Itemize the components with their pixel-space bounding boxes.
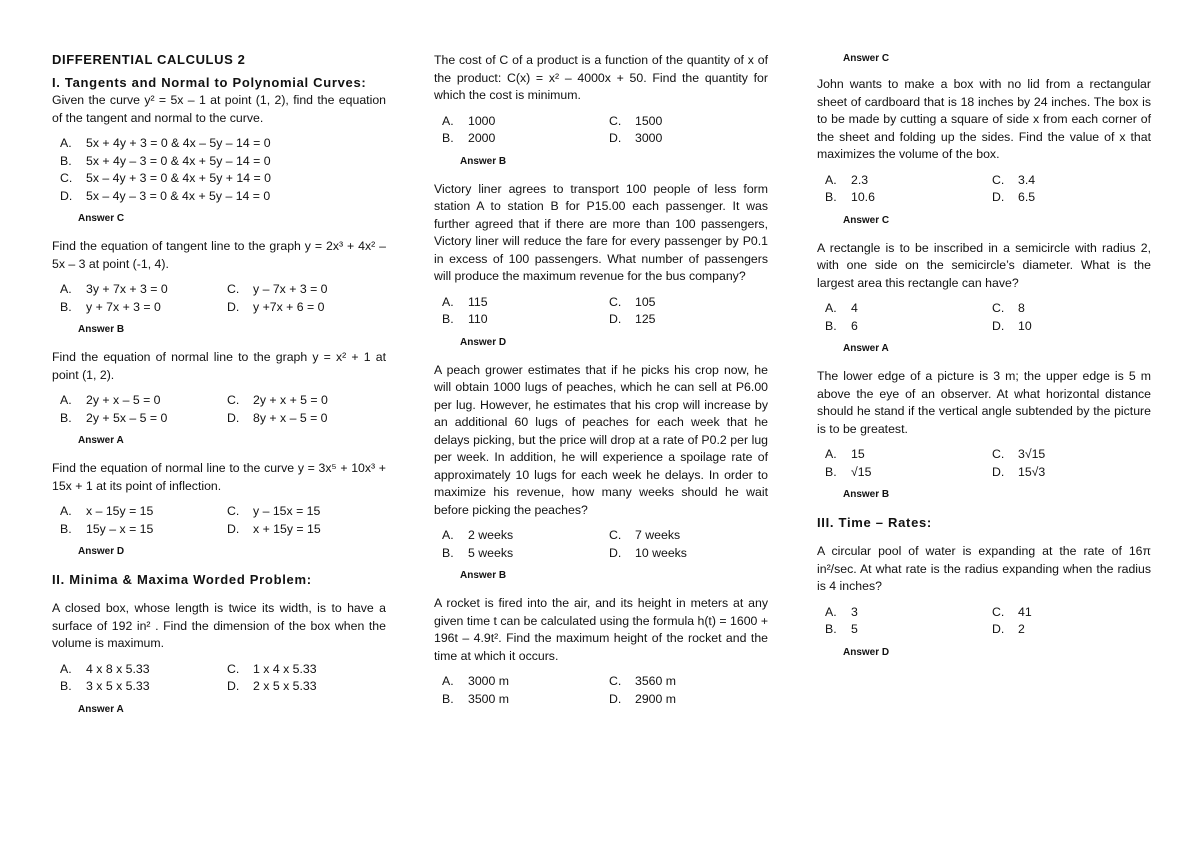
option-item [817,172,984,190]
option-letter: B. [60,410,72,425]
answer-label: Answer D [843,646,890,658]
answer-label: Answer C [78,213,125,224]
option-letter: B. [60,521,72,536]
question-text: A peach grower estimates that if he picks his crop now, he will obtain 1000 lugs of peaches, which he can sell at P6.00 per lug. However, he estimates that his crop will increase by an additional 60 lugs of peaches for each week that he delays picking, but the price will drop at a rate of P0.2 per lug per week. In addition, he will experience a spoilage rate of approximately 10 lugs for each week he delays. In order to maximize his revenue, how many weeks should he wait before picking the peaches? [434,362,768,517]
options-grid [434,113,768,148]
options-grid [817,300,1151,335]
option-text: 8y + x – 5 = 0 [253,410,328,425]
option-item [52,188,386,206]
option-item [984,300,1151,318]
option-item [52,153,386,171]
question-text: Given the curve y² = 5x – 1 at point (1, 2), find the equation of the tangent and normal to the curve. [52,93,386,125]
option-item [601,130,768,148]
column-2 [434,52,768,716]
option-letter: D. [992,318,1005,333]
option-item [219,281,386,299]
option-item [601,113,768,131]
options-list [52,135,386,205]
option-letter: D. [992,190,1005,204]
option-text: 10.6 [851,190,875,204]
option-letter: B. [442,545,454,560]
option-text: √15 [851,464,872,479]
option-text: 3000 m [468,674,510,688]
option-item [817,189,984,207]
option-letter: A. [60,661,72,676]
option-letter: C. [227,282,240,296]
option-letter: D. [609,691,622,706]
answer-label: Answer B [78,324,125,335]
option-text: 105 [635,294,656,309]
option-item [984,172,1151,190]
option-text: 110 [468,312,488,326]
option-letter: C. [227,504,240,518]
option-letter: C. [609,528,622,542]
option-item [52,521,219,539]
option-item [219,410,386,428]
option-letter: B. [60,299,72,314]
option-item [984,446,1151,464]
options-grid [434,527,768,562]
option-text: y – 7x + 3 = 0 [253,282,328,296]
option-item [984,621,1151,639]
option-text: x – 15y = 15 [86,504,154,518]
option-letter: A. [60,504,72,518]
option-text: 8 [1018,301,1025,315]
question-block [434,52,768,169]
option-item [434,673,601,691]
option-text: 7 weeks [635,528,681,542]
option-letter: A. [825,604,837,619]
option-item [52,678,219,696]
option-letter: B. [60,679,72,693]
option-item [52,392,219,410]
option-item [601,311,768,329]
option-text: 10 weeks [635,545,687,560]
option-letter: A. [825,172,837,187]
option-letter: C. [60,171,73,185]
col1b-questions [52,600,386,717]
option-item [219,503,386,521]
option-item [434,130,601,148]
option-text: 3.4 [1018,172,1036,187]
option-letter: C. [992,604,1005,619]
answer-label: Answer B [843,489,890,500]
answer-label: Answer C [843,53,890,64]
option-letter: B. [825,464,837,479]
option-letter: B. [825,190,837,204]
question-block [52,460,386,559]
option-letter: D. [609,545,622,560]
option-item [984,318,1151,336]
option-text: 3√15 [1018,447,1046,461]
option-text: 1 x 4 x 5.33 [253,661,317,676]
question-block [52,92,386,226]
options-grid [434,294,768,329]
question-text: Find the equation of tangent line to the graph y = 2x³ + 4x² – 5x – 3 at point (-1, 4). [52,239,386,271]
option-text: 15y – x = 15 [86,521,154,536]
section-1-heading: I. Tangents and Normal to Polynomial Curves: [52,75,367,90]
option-letter: B. [60,153,72,168]
question-block [52,349,386,448]
options-grid [817,446,1151,481]
option-item [434,691,601,709]
option-item [52,661,219,679]
options-grid [817,604,1151,639]
option-text: 15√3 [1018,464,1046,479]
col3b-questions [817,543,1151,660]
question-text: Find the equation of normal line to the curve y = 3x⁵ + 10x³ + 15x + 1 at its point of inflection. [52,461,386,493]
question-text: A rectangle is to be inscribed in a semicircle with radius 2, with one side on the semicircle’s diameter. What is the largest area this rectangle can have? [817,240,1151,290]
col3-questions [817,76,1151,502]
option-item [817,621,984,639]
option-text: 3y + 7x + 3 = 0 [86,282,168,296]
answer-label: Answer C [843,214,890,226]
option-item [219,678,386,696]
option-item [52,170,386,188]
option-item [434,527,601,545]
option-letter: A. [442,113,454,128]
answer-label: Answer A [78,703,124,715]
option-item [817,446,984,464]
section-3-heading: III. Time – Rates: [817,515,932,530]
option-text: 2000 [468,131,496,145]
option-letter: B. [825,318,837,333]
option-letter: D. [227,521,240,536]
option-item [601,527,768,545]
option-text: 15 [851,447,865,461]
option-text: 5x + 4y + 3 = 0 & 4x – 5y – 14 = 0 [86,136,271,150]
option-text: 3560 m [635,674,677,688]
option-item [219,521,386,539]
option-letter: C. [227,393,240,407]
option-item [52,410,219,428]
question-text: Victory liner agrees to transport 100 people of less form station A to station B for P15.00 each passenger. It was further agreed that if there are more than 100 passengers, Victory liner will reduce the fare for every passenger by P0.1 in excess of 100 passengers. What number of passengers will produce the maximum revenue for the bus company? [434,181,768,283]
option-letter: A. [825,301,837,315]
option-letter: A. [60,282,72,296]
option-letter: D. [60,188,73,203]
option-text: 10 [1018,318,1032,333]
option-item [984,604,1151,622]
question-block [817,543,1151,660]
question-block [52,238,386,337]
answer-label: Answer A [843,343,889,354]
option-text: 2 [1018,622,1025,636]
option-text: 115 [468,294,488,309]
option-letter: B. [442,691,454,706]
question-text: The lower edge of a picture is 3 m; the upper edge is 5 m above the eye of an observer. At what horizontal distance should he stand if the vertical angle subtended by the picture is to be greatest. [817,369,1151,436]
option-text: 6 [851,318,858,333]
option-item [434,113,601,131]
question-block [434,181,768,350]
option-text: y + 7x + 3 = 0 [86,299,161,314]
option-letter: A. [442,294,454,309]
col1-questions [52,92,386,559]
option-text: 3500 m [468,691,510,706]
option-text: 3 x 5 x 5.33 [86,679,150,693]
option-item [434,294,601,312]
option-letter: A. [442,674,454,688]
option-text: 2.3 [851,172,869,187]
option-item [817,318,984,336]
option-text: x + 15y = 15 [253,521,321,536]
question-text: A rocket is fired into the air, and its height in meters at any given time t can be calculated using the formula h(t) = 1600 + 196t – 4.9t². Find the maximum height of the rocket and the time at which it occurs. [434,596,768,663]
question-block [52,600,386,717]
option-letter: D. [227,679,240,693]
option-item [984,189,1151,207]
option-letter: A. [60,136,72,150]
options-grid [52,281,386,316]
option-text: 5x – 4y + 3 = 0 & 4x + 5y + 14 = 0 [86,171,271,185]
option-letter: A. [442,528,454,542]
option-item [601,673,768,691]
option-item [817,604,984,622]
option-text: 3000 [635,131,663,145]
options-grid [434,673,768,708]
option-text: 2 x 5 x 5.33 [253,679,317,693]
option-letter: C. [992,172,1005,187]
question-block [434,595,768,716]
answer-label: Answer D [78,546,125,557]
option-text: 5 [851,622,858,636]
option-letter: C. [609,113,622,128]
option-letter: A. [60,393,72,407]
question-block [817,368,1151,502]
answer-label: Answer B [460,155,507,167]
option-text: 4 [851,301,858,315]
option-letter: B. [442,312,454,326]
option-item [817,464,984,482]
option-letter: D. [227,299,240,314]
document-title: DIFFERENTIAL CALCULUS 2 [52,52,246,67]
answer-label: Answer A [78,435,124,446]
option-item [984,464,1151,482]
option-item [601,545,768,563]
option-item [817,300,984,318]
options-grid [52,661,386,696]
option-item [52,281,219,299]
question-block [434,362,768,584]
option-letter: B. [442,131,454,145]
option-text: 3 [851,604,858,619]
option-item [52,299,219,317]
option-text: 1500 [635,113,663,128]
option-item [601,691,768,709]
option-letter: D. [609,312,622,326]
question-block [817,76,1151,228]
option-item [601,294,768,312]
option-text: 2 weeks [468,528,514,542]
option-item [219,299,386,317]
option-letter: C. [609,674,622,688]
answer-label: Answer B [460,570,507,581]
option-letter: D. [992,622,1005,636]
option-letter: B. [825,622,837,636]
options-grid [52,503,386,538]
option-item [52,503,219,521]
option-item [52,135,386,153]
question-text: A circular pool of water is expanding at the rate of 16π in²/sec. At what rate is the radius expanding when the radius is 4 inches? [817,544,1151,593]
option-letter: D. [227,410,240,425]
column-3 [817,52,1151,672]
option-text: 41 [1018,604,1032,619]
question-text: John wants to make a box with no lid from a rectangular sheet of cardboard that is 18 inches by 24 inches. The box is to be made by cutting a square of side x from each corner of the sheet and folding up the sides. Find the value of x that maximizes the volume of the box. [817,77,1151,161]
option-text: 2900 m [635,691,677,706]
option-text: 5 weeks [468,545,514,560]
option-letter: A. [825,447,837,461]
option-letter: C. [992,301,1005,315]
option-text: 6.5 [1018,190,1036,204]
option-text: y – 15x = 15 [253,504,321,518]
question-block [817,240,1151,357]
spacer [434,708,768,716]
option-text: 1000 [468,113,496,128]
option-text: 2y + 5x – 5 = 0 [86,410,168,425]
option-item [434,311,601,329]
option-letter: D. [609,131,622,145]
options-grid [817,172,1151,207]
answer-label: Answer D [460,336,507,348]
question-text: The cost of C of a product is a function of the quantity of x of the product: C(x) = x² – 4000x + 50. Find the quantity for which the cost is minimum. [434,53,768,102]
option-letter: C. [609,294,622,309]
option-letter: C. [227,661,240,676]
option-letter: C. [992,447,1005,461]
option-text: 5x + 4y – 3 = 0 & 4x + 5y – 14 = 0 [86,153,271,168]
option-item [219,392,386,410]
question-text: Find the equation of normal line to the graph y = x² + 1 at point (1, 2). [52,350,386,382]
col2-questions [434,52,768,716]
option-text: 2y + x + 5 = 0 [253,393,328,407]
section-2-heading: II. Minima & Maxima Worded Problem: [52,572,312,587]
option-item [219,661,386,679]
option-letter: D. [992,464,1005,479]
question-text: A closed box, whose length is twice its width, is to have a surface of 192 in² . Find the dimension of the box when the volume is maximum. [52,601,386,650]
option-item [434,545,601,563]
option-text: y +7x + 6 = 0 [253,299,325,314]
option-text: 5x – 4y – 3 = 0 & 4x + 5y – 14 = 0 [86,188,271,203]
option-text: 4 x 8 x 5.33 [86,661,150,676]
option-text: 2y + x – 5 = 0 [86,393,161,407]
column-1 [52,52,386,729]
option-text: 125 [635,312,656,326]
options-grid [52,392,386,427]
